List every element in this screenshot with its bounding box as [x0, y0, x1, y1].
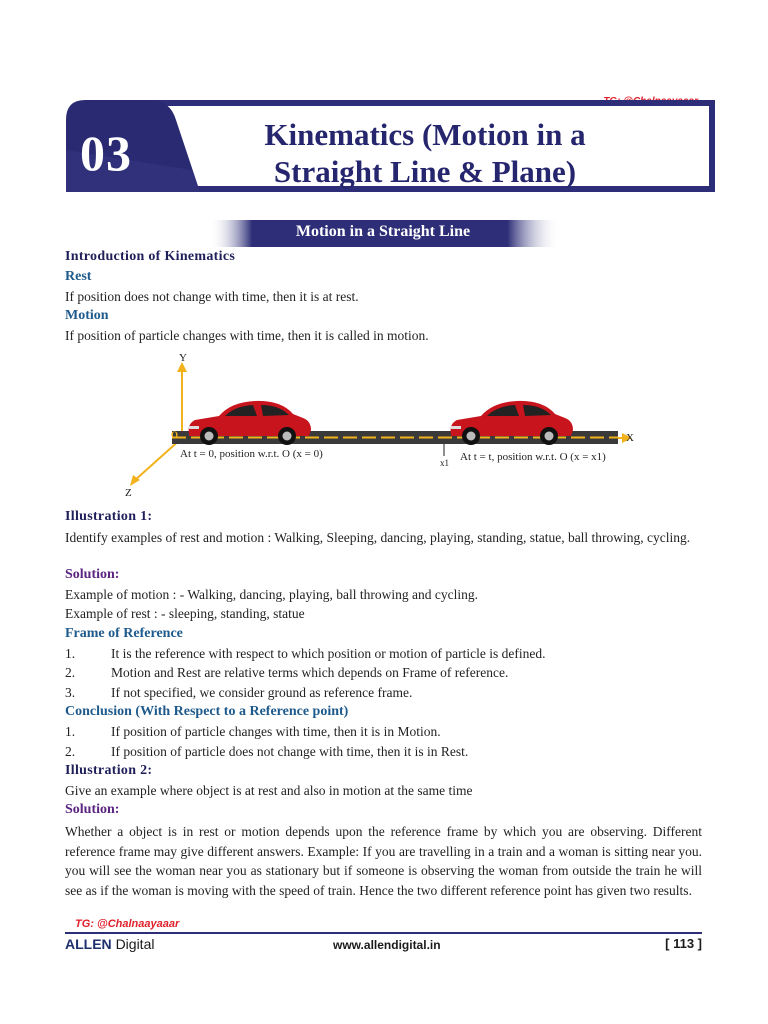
frame-heading: Frame of Reference: [65, 626, 183, 641]
axis-y-label: Y: [179, 352, 187, 364]
figure-label-left: At t = 0, position w.r.t. O (x = 0): [180, 448, 323, 460]
allen-digital-logo: [65, 936, 154, 952]
conclusion-item-num: 1.: [65, 724, 76, 739]
footer-brand: ALLEN: [65, 936, 112, 952]
telegram-watermark-bottom: TG: @Chalnaayaaar: [75, 918, 180, 930]
frame-item-num: 2.: [65, 665, 76, 680]
conclusion-item-text: If position of particle changes with time, then it is in Motion.: [111, 724, 441, 739]
page-number: [ 113 ]: [665, 936, 702, 951]
chapter-title-line2: Straight Line & Plane): [273, 154, 577, 189]
conclusion-item-text: If position of particle does not change with time, then it is in Rest.: [111, 744, 469, 759]
conclusion-item-num: 2.: [65, 744, 76, 759]
illustration1-text: Identify examples of rest and motion : Walking, Sleeping, dancing, playing, standing, statue, ball throwing, cycling.: [65, 530, 691, 545]
frame-item-text: It is the reference with respect to which position or motion of particle is defined.: [111, 646, 546, 661]
chapter-number: 03: [80, 125, 132, 181]
frame-item-num: 1.: [65, 646, 76, 661]
chapter-title: [200, 116, 650, 190]
z-axis: [134, 438, 182, 481]
frame-item-text: Motion and Rest are relative terms which depends on Frame of reference.: [111, 665, 509, 680]
frame-item-text: If not specified, we consider ground as reference frame.: [111, 685, 413, 700]
chapter-title-line1: Kinematics (Motion in a: [264, 117, 586, 152]
footer-brand-suffix: Digital: [115, 936, 155, 952]
illustration2-text: Give an example where object is at rest and also in motion at the same time: [65, 783, 473, 798]
motion-text: If position of particle changes with time, then it is called in motion.: [65, 328, 429, 343]
axis-z-label: Z: [125, 487, 132, 499]
solution1-line2: Example of rest : - sleeping, standing, statue: [65, 606, 305, 621]
motion-heading: Motion: [65, 308, 109, 323]
motion-figure: [110, 348, 650, 508]
footer-url-link[interactable]: www.allendigital.in: [333, 938, 441, 952]
origin-label: O: [171, 430, 179, 440]
footer-rule: [65, 932, 702, 934]
figure-label-right: At t = t, position w.r.t. O (x = x1): [460, 451, 606, 463]
illustration2-heading: Illustration 2:: [65, 763, 153, 778]
frame-item-num: 3.: [65, 685, 76, 700]
solution1-line1: Example of motion : - Walking, dancing, playing, ball throwing and cycling.: [65, 587, 478, 602]
rest-text: If position does not change with time, then it is at rest.: [65, 289, 359, 304]
conclusion-heading: Conclusion (With Respect to a Reference point): [65, 704, 349, 719]
x1-marker-label: x1: [440, 458, 449, 468]
intro-heading: Introduction of Kinematics: [65, 249, 236, 264]
axis-x-label: X: [626, 432, 634, 444]
solution2-text: Whether a object is in rest or motion depends upon the reference frame by which you are observing. Different reference frame may give different answers. Example: If you are travelling in a train and a woman is sitting near you. you will see the woman near you as stationary but if someone is observing the woman from outside the train he will see as if the woman is moving with the speed of train. Hence the two different reference point has given two results.: [65, 824, 702, 898]
solution1-heading: Solution:: [65, 567, 120, 582]
section-banner: Motion in a Straight Line: [295, 223, 471, 240]
solution2-heading: Solution:: [65, 802, 120, 817]
rest-heading: Rest: [65, 269, 92, 284]
illustration1-heading: Illustration 1:: [65, 509, 153, 524]
